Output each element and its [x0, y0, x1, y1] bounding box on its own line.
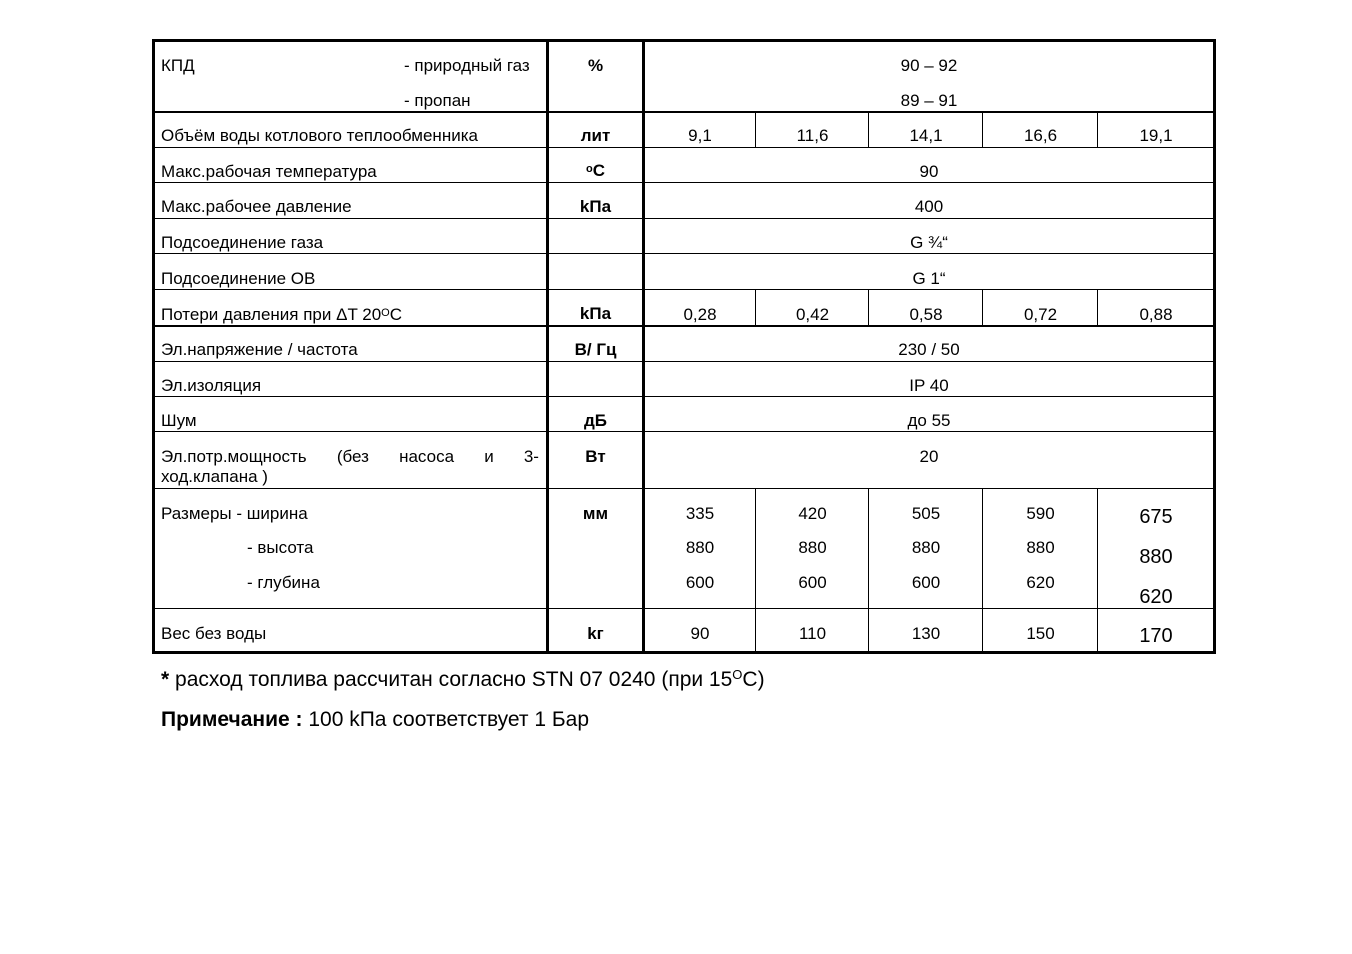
footnote-star: * — [161, 668, 170, 691]
weight-value: 150 — [1026, 624, 1055, 643]
water-volume-value: 14,1 — [909, 126, 943, 145]
max-temp-unit — [549, 161, 642, 181]
footnote — [161, 667, 765, 693]
water-volume-unit: лит — [580, 126, 611, 145]
dimension-height-value: 880 — [1026, 538, 1055, 557]
col-divider — [982, 489, 983, 654]
col-divider — [982, 112, 983, 148]
power-label — [161, 447, 539, 487]
dimension-width-value: 505 — [911, 504, 941, 523]
dimension-depth-value: 620 — [1139, 586, 1173, 608]
power-unit: Вт — [585, 447, 606, 466]
weight-label: Вес без воды — [161, 624, 267, 643]
max-pressure-value: 400 — [914, 197, 944, 216]
dimension-depth-value: 600 — [911, 573, 941, 592]
spec-table — [152, 39, 1216, 654]
pressure-loss-value: 0,88 — [1139, 305, 1173, 324]
dimension-height-value: 880 — [685, 538, 715, 557]
pressure-loss-value: 0,72 — [1023, 305, 1058, 324]
dimensions-unit: мм — [582, 504, 609, 523]
max-temp-unit-main: C — [592, 161, 605, 180]
weight-unit: kг — [587, 624, 604, 643]
col-divider — [1097, 489, 1098, 654]
col-divider — [868, 489, 869, 654]
insulation-label: Эл.изоляция — [161, 376, 262, 395]
dimension-width-value: 335 — [685, 504, 715, 523]
water-volume-value: 11,6 — [796, 126, 829, 145]
power-label-word: 3- — [523, 447, 539, 466]
col-divider — [868, 112, 869, 148]
eff-gas-label: - природный газ — [404, 56, 530, 75]
pressure-loss-value: 0,58 — [909, 305, 943, 324]
eff-label: КПД — [161, 56, 195, 75]
water-volume-label: Объём воды котлового теплообменника — [161, 126, 478, 145]
col-divider — [1097, 290, 1098, 326]
degree-sup: O — [732, 667, 743, 682]
noise-label: Шум — [161, 411, 197, 430]
dimension-depth-value: 620 — [1026, 573, 1055, 592]
power-label-word: и — [484, 447, 494, 466]
weight-value: 90 — [690, 624, 710, 643]
gas-connection-label: Подсоединение газа — [161, 233, 324, 252]
weight-value: 170 — [1139, 625, 1173, 647]
col-divider — [755, 112, 756, 148]
heating-connection-value: G 1“ — [912, 269, 946, 288]
row-divider — [152, 182, 1216, 183]
row-divider — [152, 488, 1216, 489]
dimension-width-value: 420 — [798, 504, 827, 523]
voltage-label: Эл.напряжение / частота — [161, 340, 358, 359]
col-divider — [982, 290, 983, 326]
remark-label: Примечание : — [161, 708, 303, 731]
eff-gas-value: 90 – 92 — [900, 56, 958, 75]
weight-value: 110 — [798, 624, 827, 643]
eff-unit: % — [587, 56, 604, 75]
gas-connection-value: G ¾“ — [910, 233, 948, 252]
water-volume-value: 19,1 — [1139, 126, 1173, 145]
voltage-value: 230 / 50 — [898, 340, 960, 359]
row-divider — [152, 147, 1216, 148]
heating-connection-label: Подсоединение ОВ — [161, 269, 316, 288]
dimensions-width-label: Размеры - ширина — [161, 504, 308, 523]
col-divider — [868, 290, 869, 326]
degree-sup: O — [381, 307, 390, 319]
water-volume-value: 9,1 — [688, 126, 712, 145]
row-divider — [152, 253, 1216, 254]
power-label-word: насоса — [399, 447, 455, 466]
max-pressure-unit: kПа — [579, 197, 612, 216]
noise-unit: дБ — [583, 411, 607, 430]
power-label-word: (без — [336, 447, 369, 466]
footnote-unit: C) — [742, 668, 765, 691]
dimension-width-value: 590 — [1026, 504, 1055, 523]
water-volume-value: 16,6 — [1023, 126, 1058, 145]
degree-sup: o — [585, 163, 593, 175]
remark-text: 100 kПа соответствует 1 Бар — [302, 708, 590, 731]
row-divider — [152, 218, 1216, 219]
row-divider — [152, 325, 1216, 327]
pressure-loss-unit: kПа — [579, 304, 612, 323]
pressure-loss-label-unit: C — [389, 305, 403, 324]
dimension-height-value: 880 — [1139, 546, 1173, 568]
insulation-value: IP 40 — [909, 376, 949, 395]
power-value: 20 — [919, 447, 939, 466]
power-label-line2: ход.клапана ) — [161, 467, 268, 486]
row-divider — [152, 111, 1216, 113]
dimension-width-value: 675 — [1139, 506, 1173, 528]
col-divider — [1097, 112, 1098, 148]
dimension-depth-value: 600 — [798, 573, 827, 592]
pressure-loss-value: 0,28 — [683, 305, 717, 324]
eff-propane-value: 89 – 91 — [900, 91, 958, 110]
dimension-height-value: 880 — [911, 538, 941, 557]
row-divider — [152, 361, 1216, 362]
power-label-word: Эл.потр.мощность — [161, 447, 307, 466]
remark — [161, 707, 589, 733]
weight-value: 130 — [911, 624, 941, 643]
noise-value: до 55 — [907, 411, 951, 430]
voltage-unit: В/ Гц — [574, 340, 617, 359]
pressure-loss-value: 0,42 — [795, 305, 830, 324]
max-temp-label: Макс.рабочая температура — [161, 162, 377, 181]
dimension-depth-value: 600 — [685, 573, 715, 592]
row-divider — [152, 608, 1216, 609]
row-divider — [152, 431, 1216, 432]
row-divider — [152, 289, 1216, 290]
row-divider — [152, 396, 1216, 397]
dimensions-height-label: - высота — [247, 538, 314, 557]
eff-propane-label: - пропан — [404, 91, 471, 110]
col-divider — [755, 290, 756, 326]
footnote-text: расход топлива рассчитан согласно STN 07 0240 (при 15 — [169, 668, 733, 691]
pressure-loss-label-text: Потери давления при ΔT 20 — [161, 305, 382, 324]
col-divider — [755, 489, 756, 654]
pressure-loss-label — [161, 305, 402, 325]
dimensions-depth-label: - глубина — [247, 573, 320, 592]
dimension-height-value: 880 — [798, 538, 827, 557]
max-temp-value: 90 — [919, 162, 939, 181]
max-pressure-label: Макс.рабочее давление — [161, 197, 352, 216]
